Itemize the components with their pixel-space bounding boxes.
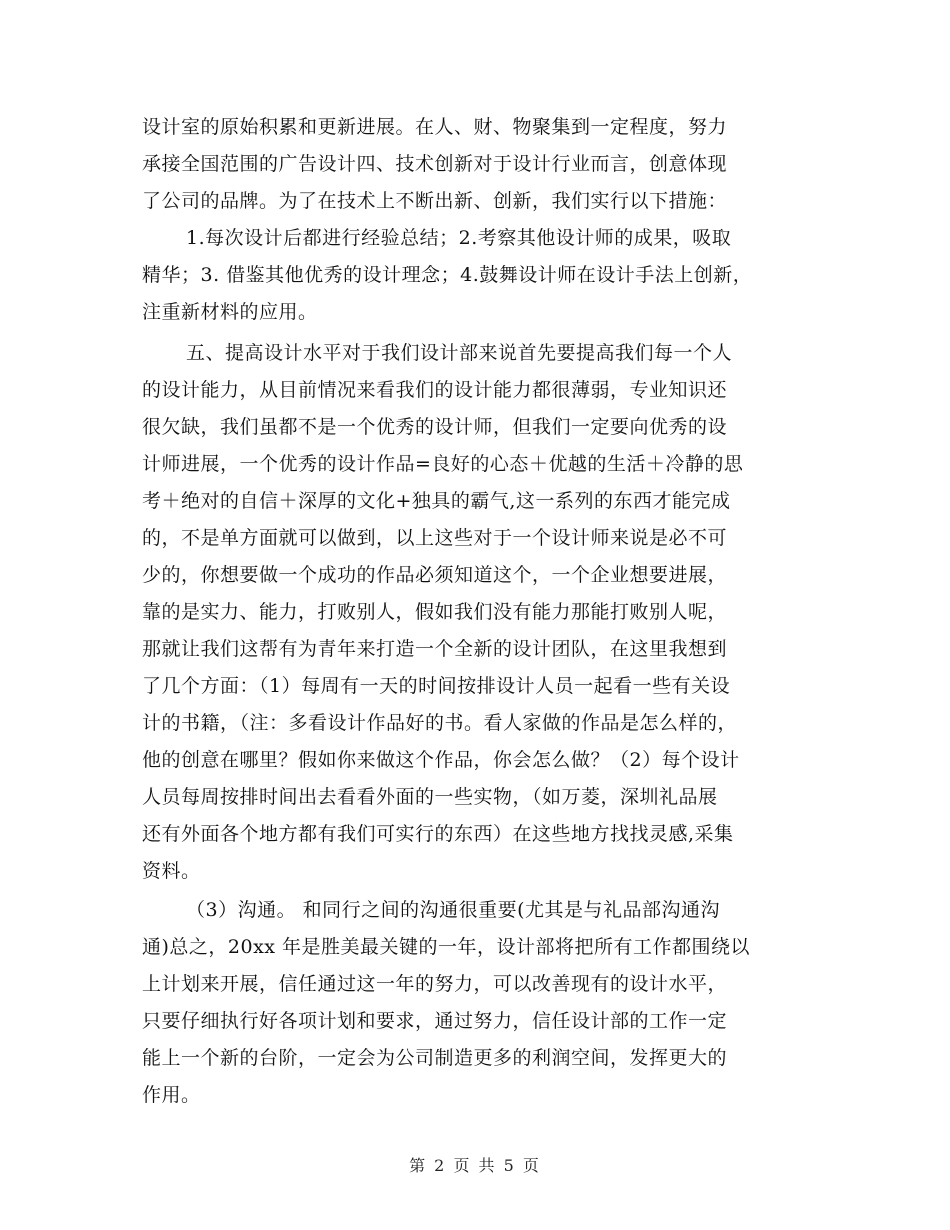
paragraph-line: 只要仔细执行好各项计划和要求，通过努力，信任设计部的工作一定 [142,1010,728,1032]
paragraph-line: 五、提高设计水平对于我们设计部来说首先要提高我们每一个人 [186,342,733,364]
paragraph-line: 考＋绝对的自信＋深厚的文化+独具的霸气,这一系列的东西才能完成 [142,490,731,512]
paragraph-line: 他的创意在哪里？假如你来做这个作品，你会怎么做？（2）每个设计 [142,749,740,771]
paragraph-line: 资料。 [142,860,201,882]
paragraph-line: 了公司的品牌。为了在技术上不断出新、创新，我们实行以下措施： [142,190,728,212]
paragraph-line: 人员每周按排时间出去看看外面的一些实物，（如万菱，深圳礼品展 [142,786,718,808]
paragraph-line: 靠的是实力、能力，打败别人，假如我们没有能力那能打败别人呢， [142,601,728,623]
page-number-footer: 第 2 页 共 5 页 [409,1156,541,1175]
paragraph-line: 上计划来开展，信任通过这一年的努力，可以改善现有的设计水平， [142,973,728,995]
paragraph-line: 少的，你想要做一个成功的作品必须知道这个，一个企业想要进展， [142,564,728,586]
paragraph-line: 作用。 [142,1084,201,1106]
paragraph-line: 了几个方面：（1）每周有一天的时间按排设计人员一起看一些有关设 [142,675,731,697]
paragraph-line: （3）沟通。 和同行之间的沟通很重要(尤其是与礼品部沟通沟 [186,899,721,921]
paragraph-line: 很欠缺，我们虽都不是一个优秀的设计师，但我们一定要向优秀的设 [142,416,728,438]
paragraph-line: 还有外面各个地方都有我们可实行的东西）在这些地方找找灵感,采集 [142,823,734,845]
paragraph-line: 注重新材料的应用。 [142,301,318,323]
paragraph-line: 计的书籍，（注：多看设计作品好的书。看人家做的作品是怎么样的， [142,712,738,734]
paragraph-line: 设计室的原始积累和更新进展。在人、财、物聚集到一定程度，努力 [142,116,728,138]
paragraph-line: 能上一个新的台阶，一定会为公司制造更多的利润空间，发挥更大的 [142,1047,728,1069]
paragraph-line: 的设计能力，从目前情况来看我们的设计能力都很薄弱，专业知识还 [142,379,728,401]
paragraph-line: 的，不是单方面就可以做到，以上这些对于一个设计师来说是必不可 [142,527,728,549]
paragraph-line: 那就让我们这帮有为青年来打造一个全新的设计团队，在这里我想到 [142,638,728,660]
paragraph-line: 1.每次设计后都进行经验总结；2.考察其他设计师的成果，吸取 [186,227,732,249]
paragraph-line: 计师进展，一个优秀的设计作品=良好的心态＋优越的生活＋冷静的思 [142,453,744,475]
paragraph-line: 通)总之，20xx 年是胜美最关键的一年，设计部将把所有工作都围绕以 [142,936,751,958]
paragraph-line: 承接全国范围的广告设计四、技术创新对于设计行业而言，创意体现 [142,153,728,175]
paragraph-line: 精华；3. 借鉴其他优秀的设计理念；4.鼓舞设计师在设计手法上创新， [142,264,753,286]
